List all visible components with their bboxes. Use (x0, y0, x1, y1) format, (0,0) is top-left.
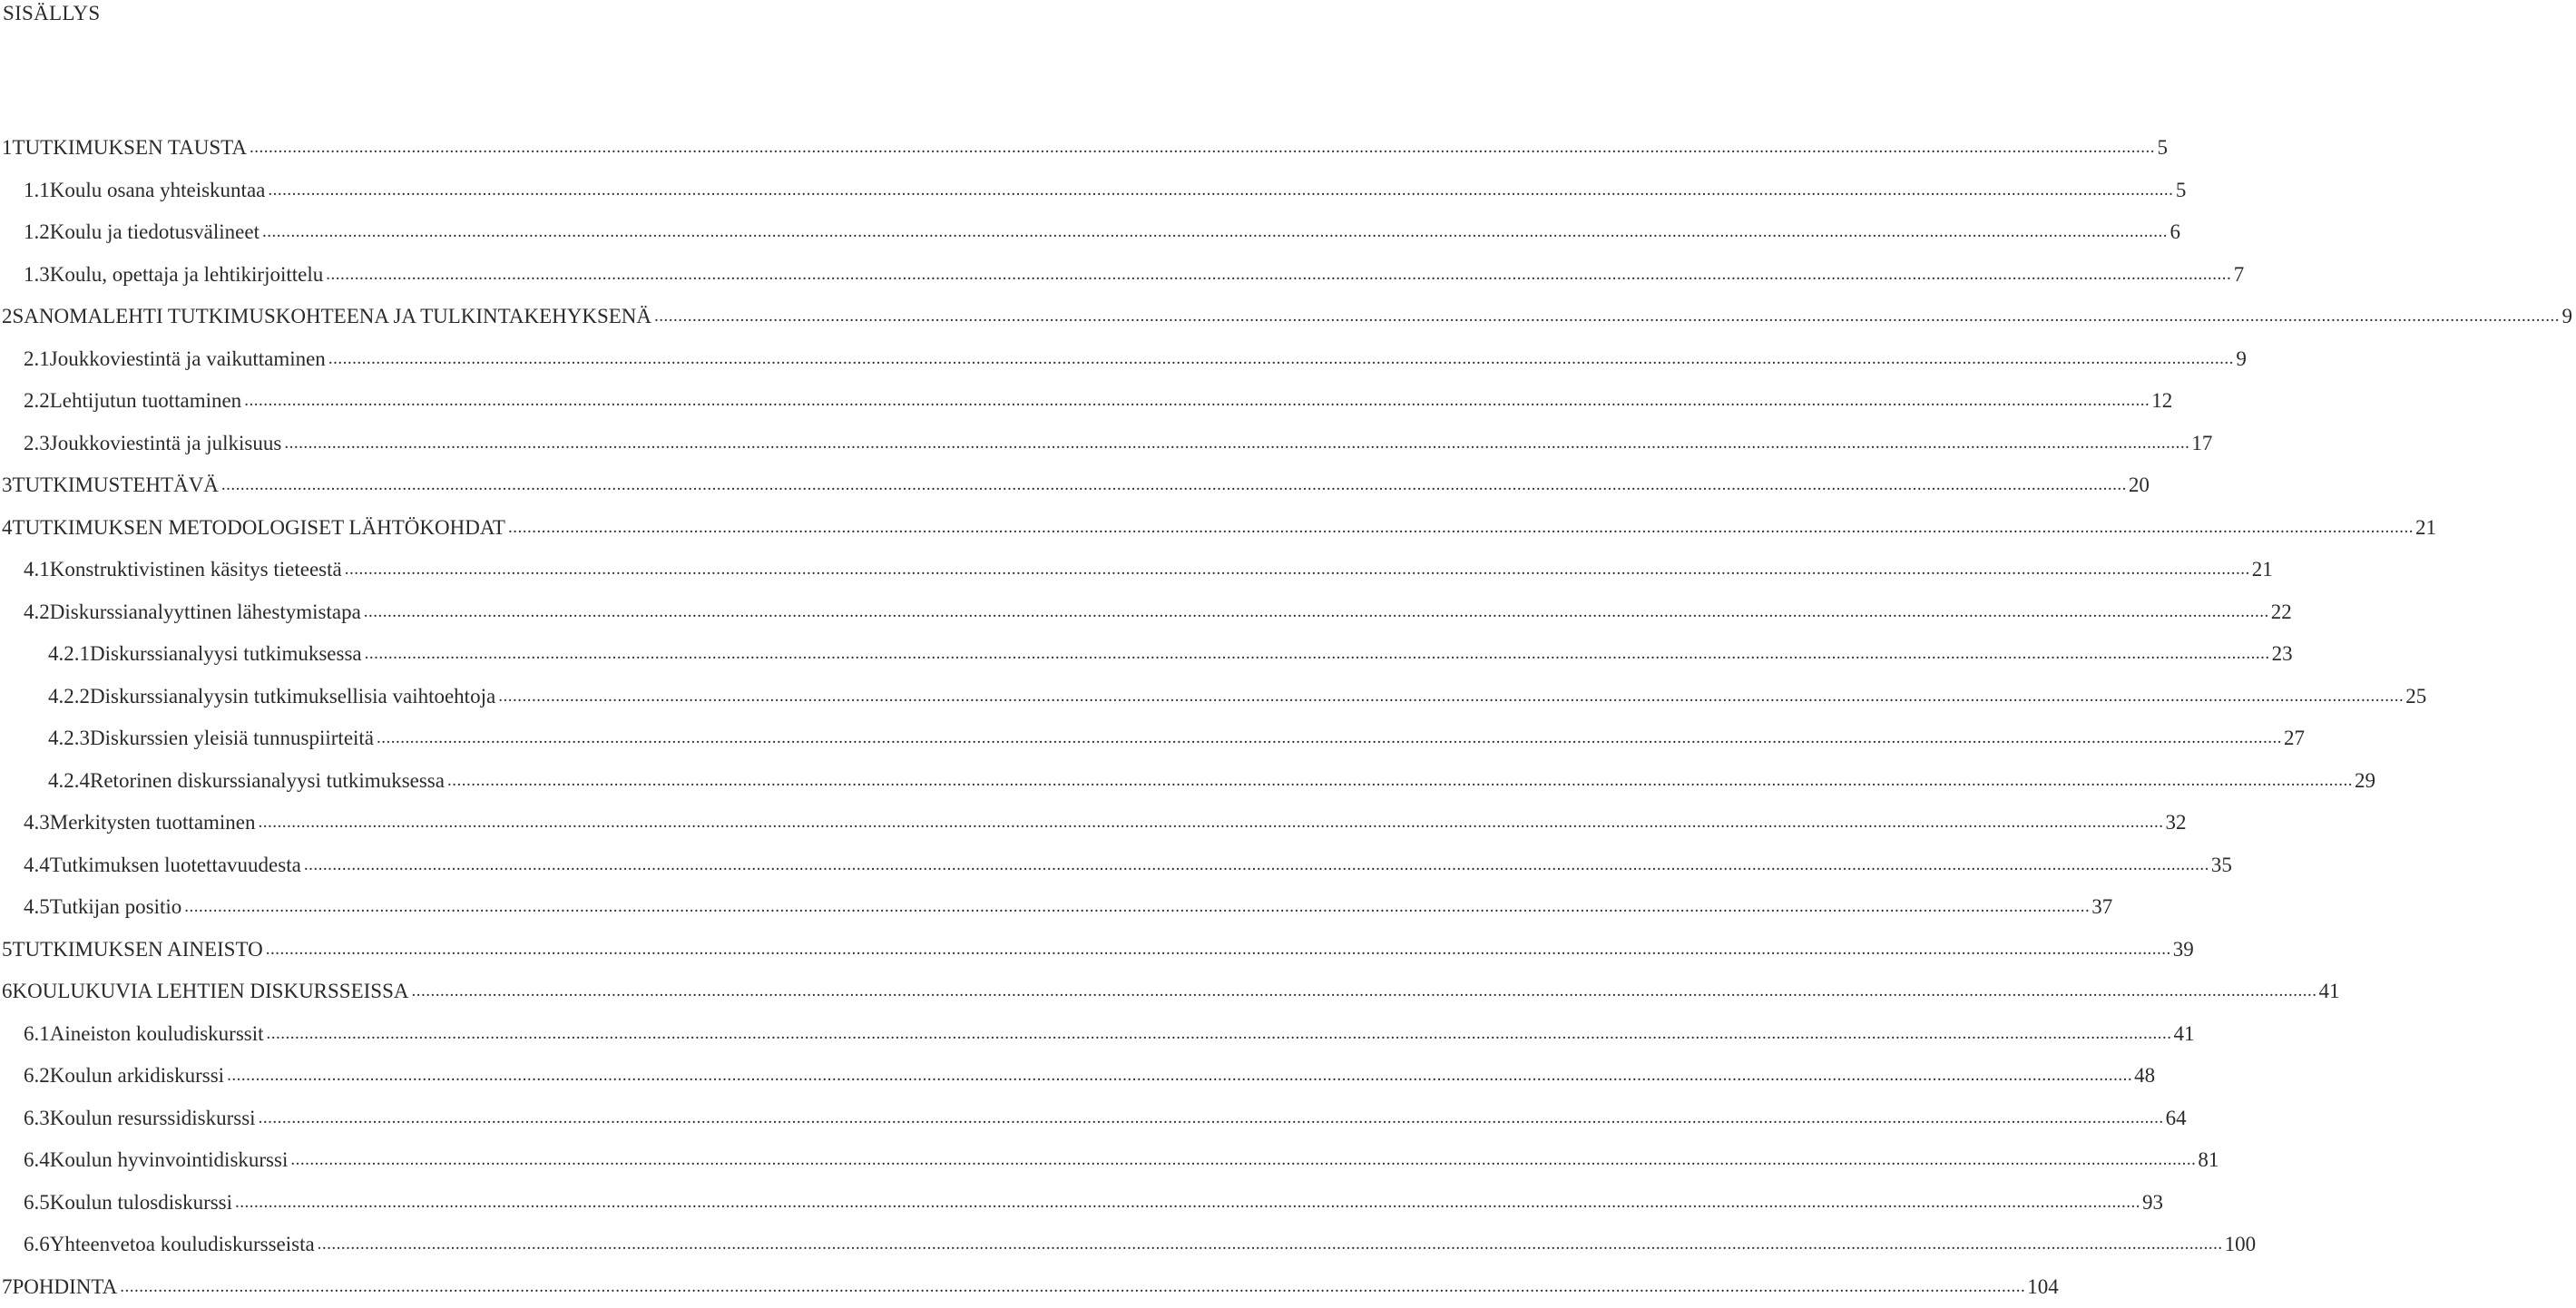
toc-entry-title: Diskurssianalyyttinen lähestymistapa (50, 600, 361, 624)
toc-entry-number: 2 (2, 305, 13, 328)
dot-leader: ................................................................................................................................................................................................................................................................................................................................................................................................................ (412, 981, 2317, 1001)
dot-leader: ................................................................................................................................................................................................................................................................................................................................................................................................................ (221, 475, 2127, 495)
dot-leader: ................................................................................................................................................................................................................................................................................................................................................................................................................ (250, 138, 2155, 158)
toc-entry-page: 7 (2233, 263, 2248, 287)
dot-leader: ................................................................................................................................................................................................................................................................................................................................................................................................................ (259, 1108, 2164, 1128)
toc-entry-page: 9 (2561, 305, 2576, 328)
toc-entry-title: Koulun tulosdiskurssi (50, 1191, 232, 1215)
toc-entry-title: Tutkimuksen luotettavuudesta (50, 854, 301, 877)
toc-entry-page: 64 (2166, 1107, 2180, 1130)
toc-entry-page: 17 (2191, 432, 2206, 455)
toc-entry-number: 1.1 (24, 179, 50, 202)
toc-entry-page: 41 (2319, 980, 2334, 1003)
toc-entry-number: 1.3 (24, 263, 50, 287)
toc-entry-number: 4.4 (24, 854, 50, 877)
toc-entry[interactable] (0, 423, 871, 465)
dot-leader: ................................................................................................................................................................................................................................................................................................................................................................................................................ (318, 1235, 2223, 1254)
toc-entry-page: 48 (2134, 1064, 2149, 1088)
dot-leader: ................................................................................................................................................................................................................................................................................................................................................................................................................ (290, 1150, 2196, 1170)
toc-entry-title: Tutkijan positio (50, 895, 182, 919)
dot-leader: ................................................................................................................................................................................................................................................................................................................................................................................................................ (262, 222, 2168, 242)
toc-entry-page: 37 (2091, 895, 2106, 919)
toc-entry-page: 35 (2211, 854, 2226, 877)
dot-leader: ................................................................................................................................................................................................................................................................................................................................................................................................................ (654, 307, 2560, 327)
toc-entry[interactable] (0, 211, 871, 254)
toc-entry-title: TUTKIMUSTEHTÄVÄ (13, 473, 219, 497)
toc-entry-number: 4.2.2 (48, 685, 90, 708)
toc-entry[interactable] (0, 296, 871, 338)
dot-leader: ................................................................................................................................................................................................................................................................................................................................................................................................................ (345, 560, 2250, 580)
dot-leader: ................................................................................................................................................................................................................................................................................................................................................................................................................ (235, 1193, 2140, 1213)
toc-entry-number: 1.2 (24, 220, 50, 244)
dot-leader: ................................................................................................................................................................................................................................................................................................................................................................................................................ (284, 434, 2189, 454)
toc-entry-title: Yhteenvetoa kouludiskursseista (50, 1233, 315, 1256)
toc-entry-number: 7 (2, 1275, 13, 1299)
dot-leader: ................................................................................................................................................................................................................................................................................................................................................................................................................ (326, 265, 2231, 285)
toc-entry[interactable] (0, 717, 871, 760)
toc-entry-title: POHDINTA (13, 1275, 118, 1299)
toc-entry-page: 21 (2415, 516, 2430, 540)
toc-entry-number: 4.1 (24, 558, 50, 581)
dot-leader: ................................................................................................................................................................................................................................................................................................................................................................................................................ (184, 897, 2090, 917)
toc-entry-title: Diskurssien yleisiä tunnuspiirteitä (90, 727, 374, 750)
dot-leader: ................................................................................................................................................................................................................................................................................................................................................................................................................ (120, 1277, 2025, 1297)
dot-leader: ................................................................................................................................................................................................................................................................................................................................................................................................................ (259, 813, 2164, 833)
toc-entry-title: Konstruktivistinen käsitys tieteestä (50, 558, 342, 581)
toc-entry-number: 2.2 (24, 389, 50, 413)
toc-entry-number: 6 (2, 980, 13, 1003)
toc-entry[interactable] (0, 1055, 871, 1098)
dot-leader: ................................................................................................................................................................................................................................................................................................................................................................................................................ (508, 518, 2414, 538)
toc-entry-title: Koulu, opettaja ja lehtikirjoittelu (50, 263, 323, 287)
toc-entry-title: Joukkoviestintä ja julkisuus (50, 432, 282, 455)
toc-entry-number: 4 (2, 516, 13, 540)
toc-entry-number: 6.5 (24, 1191, 50, 1215)
toc-entry-title: Diskurssianalyysin tutkimuksellisia vaihtoehtoja (90, 685, 495, 708)
dot-leader: ................................................................................................................................................................................................................................................................................................................................................................................................................ (244, 391, 2150, 411)
toc-entry-title: Merkitysten tuottaminen (50, 811, 256, 835)
toc-entry[interactable] (0, 1013, 871, 1056)
dot-leader: ................................................................................................................................................................................................................................................................................................................................................................................................................ (267, 1024, 2172, 1044)
dot-leader: ................................................................................................................................................................................................................................................................................................................................................................................................................ (447, 771, 2353, 791)
dot-leader: ................................................................................................................................................................................................................................................................................................................................................................................................................ (268, 181, 2173, 200)
toc-entry[interactable] (0, 633, 871, 676)
dot-leader: ................................................................................................................................................................................................................................................................................................................................................................................................................ (328, 349, 2234, 369)
toc-entry[interactable] (0, 1098, 871, 1140)
toc-entry-page: 5 (2175, 179, 2189, 202)
toc-entry-number: 4.2.1 (48, 642, 90, 666)
toc-entry-page: 23 (2272, 642, 2287, 666)
toc-entry[interactable] (0, 507, 871, 550)
toc-entry[interactable] (0, 676, 871, 718)
dot-leader: ................................................................................................................................................................................................................................................................................................................................................................................................................ (377, 728, 2282, 748)
toc-entry-page: 81 (2198, 1148, 2212, 1172)
toc-entry[interactable] (0, 1224, 871, 1266)
toc-entry[interactable] (0, 1182, 871, 1225)
toc-entry-page: 39 (2173, 938, 2188, 961)
toc-entry-title: Koulu ja tiedotusvälineet (50, 220, 260, 244)
toc-entry[interactable] (0, 971, 871, 1013)
toc-entry-number: 6.1 (24, 1022, 50, 1046)
toc-entry-number: 2.3 (24, 432, 50, 455)
toc-entry-number: 1 (2, 136, 13, 160)
dot-leader: ................................................................................................................................................................................................................................................................................................................................................................................................................ (227, 1066, 2132, 1086)
toc-entry-title: Koulun arkidiskurssi (50, 1064, 224, 1088)
toc-entry[interactable] (0, 338, 871, 381)
toc-entry-page: 22 (2271, 600, 2286, 624)
toc-entry[interactable] (0, 802, 871, 844)
dot-leader: ................................................................................................................................................................................................................................................................................................................................................................................................................ (364, 602, 2269, 622)
toc-entry[interactable] (0, 380, 871, 423)
toc-entry-number: 4.5 (24, 895, 50, 919)
toc-entry[interactable] (0, 591, 871, 634)
dot-leader: ................................................................................................................................................................................................................................................................................................................................................................................................................ (498, 687, 2404, 707)
toc-entry-title: TUTKIMUKSEN METODOLOGISET LÄHTÖKOHDAT (13, 516, 505, 540)
toc-entry[interactable] (0, 886, 871, 929)
toc-entry-number: 4.2.3 (48, 727, 90, 750)
toc-entry-title: KOULUKUVIA LEHTIEN DISKURSSEISSA (13, 980, 409, 1003)
toc-entry-page: 100 (2225, 1233, 2239, 1256)
toc-entry-number: 4.3 (24, 811, 50, 835)
toc-entry-number: 6.6 (24, 1233, 50, 1256)
toc-entry-page: 25 (2405, 685, 2420, 708)
toc-entry-page: 29 (2355, 769, 2369, 793)
toc-entry[interactable] (0, 929, 871, 971)
toc-entry-title: SANOMALEHTI TUTKIMUSKOHTEENA JA TULKINTAKEHYKSENÄ (13, 305, 652, 328)
toc-entry-page: 5 (2157, 136, 2171, 160)
toc-entry-number: 3 (2, 473, 13, 497)
toc-entry[interactable] (0, 127, 871, 170)
page-title: SISÄLLYS (3, 0, 100, 27)
toc-entry-title: Koulun resurssidiskurssi (50, 1107, 256, 1130)
toc-entry-page: 93 (2142, 1191, 2157, 1215)
toc-entry-number: 6.3 (24, 1107, 50, 1130)
toc-entry-page: 104 (2027, 1275, 2042, 1299)
toc-entry-page: 32 (2166, 811, 2180, 835)
toc-entry[interactable] (0, 760, 871, 803)
toc-entry[interactable] (0, 1266, 871, 1308)
dot-leader: ................................................................................................................................................................................................................................................................................................................................................................................................................ (266, 940, 2171, 960)
toc-entry-number: 6.2 (24, 1064, 50, 1088)
toc-entry-page: 12 (2151, 389, 2166, 413)
toc-entry[interactable] (0, 170, 871, 212)
toc-entry[interactable] (0, 464, 871, 507)
toc-entry-page: 9 (2236, 347, 2250, 371)
toc-entry-page: 41 (2174, 1022, 2189, 1046)
toc-entry-page: 21 (2252, 558, 2267, 581)
toc-entry-title: TUTKIMUKSEN TAUSTA (13, 136, 247, 160)
table-of-contents (0, 127, 871, 1308)
toc-entry-title: Retorinen diskurssianalyysi tutkimuksessa (90, 769, 445, 793)
toc-entry-number: 2.1 (24, 347, 50, 371)
toc-entry-number: 6.4 (24, 1148, 50, 1172)
toc-entry[interactable] (0, 549, 871, 591)
toc-entry-page: 20 (2129, 473, 2143, 497)
dot-leader: ................................................................................................................................................................................................................................................................................................................................................................................................................ (304, 855, 2209, 875)
toc-entry-page: 27 (2284, 727, 2298, 750)
toc-entry-page: 6 (2170, 220, 2184, 244)
toc-entry[interactable] (0, 844, 871, 887)
toc-entry-title: Aineiston kouludiskurssit (50, 1022, 264, 1046)
toc-entry-title: Joukkoviestintä ja vaikuttaminen (50, 347, 326, 371)
toc-entry-title: Koulu osana yhteiskuntaa (50, 179, 266, 202)
toc-entry-title: Koulun hyvinvointidiskurssi (50, 1148, 289, 1172)
dot-leader: ................................................................................................................................................................................................................................................................................................................................................................................................................ (365, 644, 2270, 664)
toc-entry[interactable] (0, 1139, 871, 1182)
toc-entry[interactable] (0, 254, 871, 297)
toc-entry-number: 4.2.4 (48, 769, 90, 793)
toc-entry-number: 5 (2, 938, 13, 961)
toc-entry-title: TUTKIMUKSEN AINEISTO (13, 938, 263, 961)
toc-entry-title: Lehtijutun tuottaminen (50, 389, 241, 413)
toc-entry-number: 4.2 (24, 600, 50, 624)
toc-entry-title: Diskurssianalyysi tutkimuksessa (90, 642, 362, 666)
